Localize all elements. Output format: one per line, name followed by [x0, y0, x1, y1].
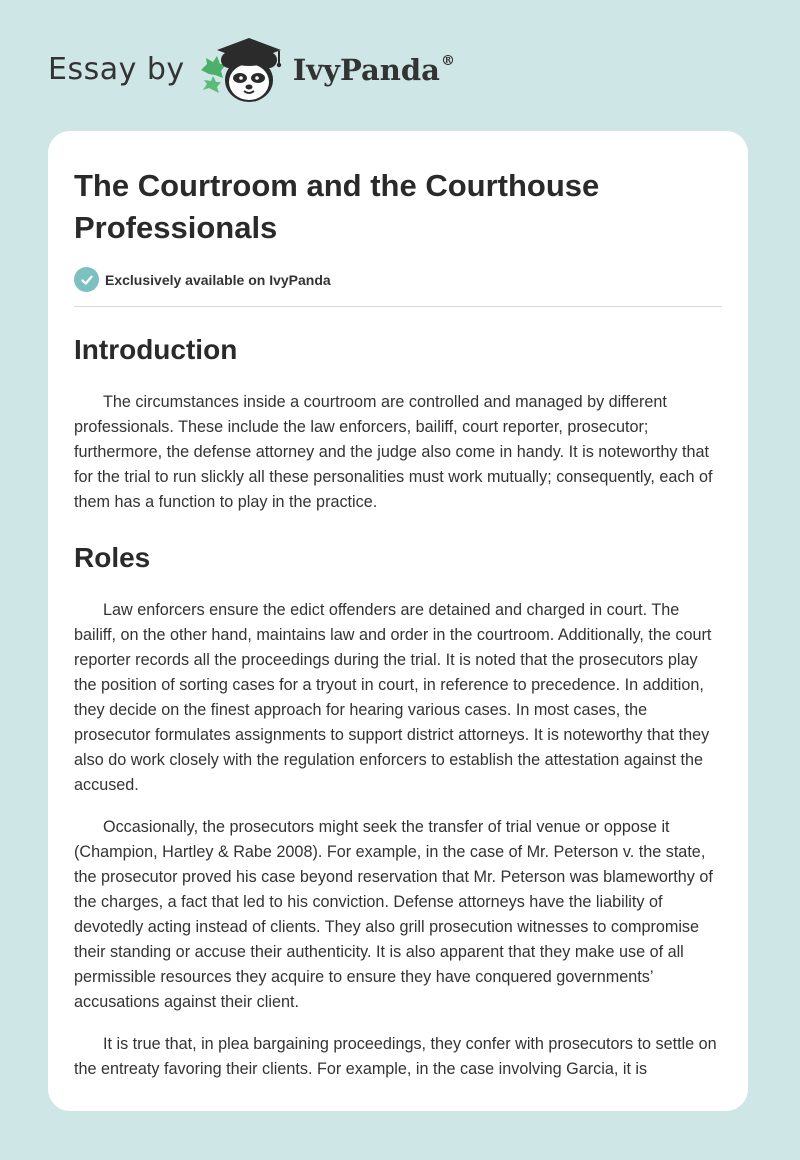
exclusive-badge-label: Exclusively available on IvyPanda: [105, 271, 331, 288]
article-card: [48, 131, 748, 1111]
article-title: The Courtroom and the Courthouse Professionals: [74, 168, 600, 245]
divider: [74, 306, 722, 307]
paragraph: It is true that, in plea bargaining proceedings, they confer with prosecutors to settle on the entreaty favoring their clients. For example, in the case involving Garcia, it is: [74, 1035, 717, 1078]
trademark-symbol: ®: [440, 53, 455, 70]
paragraph: Law enforcers ensure the edict offenders are detained and charged in court. The bailiff, on the other hand, maintains law and order in the courtroom. Additionally, the court reporter records all the proceedings during the trial. It is noted that the prosecutors play the position of sorting cases for a tryout in court, in reference to precedence. In addition, they decide on the finest approach for hearing various cases. In most cases, the prosecutor formulates assignments to support district attorneys. It is noteworthy that they also do work closely with the regulation enforcers to establish the attestation against the accused.: [74, 601, 712, 794]
paragraph: The circumstances inside a courtroom are controlled and managed by different professionals. These include the law enforcers, bailiff, court reporter, prosecutor; furthermore, the defense attorney and the judge also come in handy. It is noteworthy that for the trial to run slickly all these personalities must work mutually; consequently, each of them has a function to play in the practice.: [74, 393, 713, 511]
brand-name[interactable]: [293, 53, 455, 87]
section-heading-introduction: Introduction: [74, 334, 238, 365]
section-heading-roles: Roles: [74, 542, 151, 573]
paragraph: Occasionally, the prosecutors might seek the transfer of trial venue or oppose it (Champion, Hartley & Rabe 2008). For example, in the case of Mr. Peterson v. the state, the prosecutor proved his case beyond reservation that Mr. Peterson was blameworthy of the charges, a fact that led to his conviction. Defense attorneys have the liability of devotedly acting instead of clients. They also grill prosecution witnesses to compromise their standing or accuse their authenticity. It is also apparent that they make use of all permissible resources they acquire to ensure they have conquered governments’ accusations against their client.: [74, 818, 713, 1011]
panda-graduation-cap-logo-icon[interactable]: [199, 34, 289, 110]
check-icon: [74, 267, 99, 292]
brand-label: IvyPanda: [292, 53, 440, 87]
essay-by-label: Essay by: [48, 51, 185, 87]
exclusive-badge: [74, 267, 722, 292]
site-header: [48, 34, 455, 110]
